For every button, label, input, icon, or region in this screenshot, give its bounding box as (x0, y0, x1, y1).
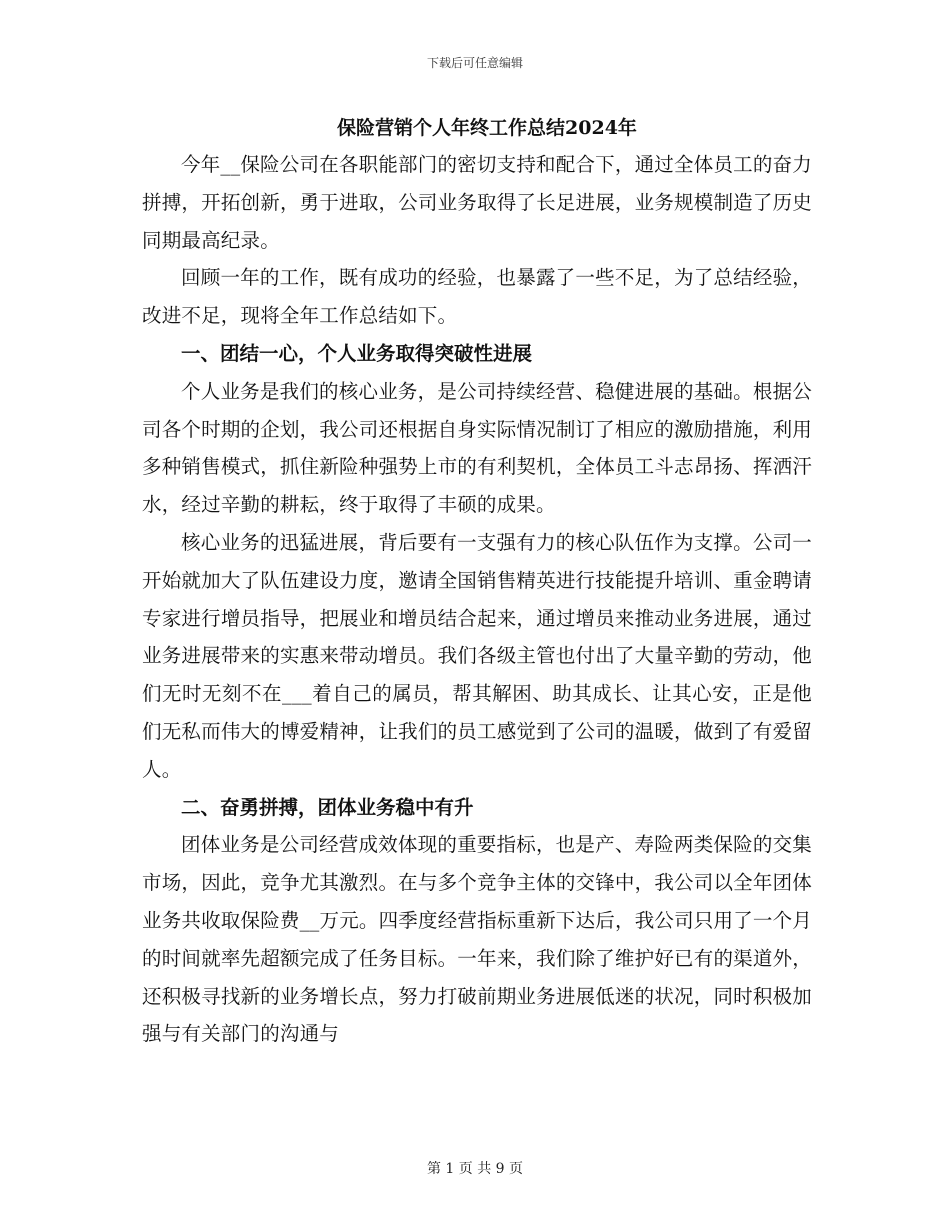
intro-paragraph-1: 今年__保险公司在各职能部门的密切支持和配合下，通过全体员工的奋力拼搏，开拓创新，勇于进取，公司业务取得了长足进展，业务规模制造了历史同期最高纪录。 (142, 153, 812, 252)
page-header-note: 下载后可任意编辑 (426, 56, 523, 70)
section-2-paragraph-1: 团体业务是公司经营成效体现的重要指标，也是产、寿险两类保险的交集市场，因此，竞争尤其激烈。在与多个竞争主体的交锋中，我公司以全年团体业务共收取保险费__万元。四季度经营指标重新下达后，我公司只用了一个月的时间就率先超额完成了任务目标。一年来，我们除了维护好已有的渠道外，还积极寻找新的业务增长点，努力打破前期业务进展低迷的状况，同时积极加强与有关部门的沟通与 (142, 833, 813, 1046)
section-2-heading: 二、奋勇拼搏，团体业务稳中有升 (181, 795, 474, 819)
intro-paragraph-2: 回顾一年的工作，既有成功的经验，也暴露了一些不足，为了总结经验，改进不足，现将全年工作总结如下。 (142, 266, 812, 328)
section-1-heading: 一、团结一心，个人业务取得突破性进展 (181, 341, 533, 365)
section-1-paragraph-2: 核心业务的迅猛进展，背后要有一支强有力的核心队伍作为支撑。公司一开始就加大了队伍建设力度，邀请全国销售精英进行技能提升培训、重金聘请专家进行增员指导，把展业和增员结合起来，通过增员来推动业务进展，通过业务进展带来的实惠来带动增员。我们各级主管也付出了大量辛勤的劳动，他们无时无刻不在___着自己的属员，帮其解困、助其成长、让其心安，正是他们无私而伟大的博爱精神，让我们的员工感觉到了公司的温暖，做到了有爱留人。 (142, 530, 812, 781)
section-1-paragraph-1: 个人业务是我们的核心业务，是公司持续经营、稳健进展的基础。根据公司各个时期的企划，我公司还根据自身实际情况制订了相应的激励措施，利用多种销售模式，抓住新险种强势上市的有利契机，全体员工斗志昂扬、挥洒汗水，经过辛勤的耕耘，终于取得了丰硕的成果。 (142, 379, 812, 517)
page-number-footer: 第 1 页 共 9 页 (426, 1161, 524, 1177)
document-body (142, 112, 812, 1053)
document-title: 保险营销个人年终工作总结2024年 (337, 117, 637, 139)
